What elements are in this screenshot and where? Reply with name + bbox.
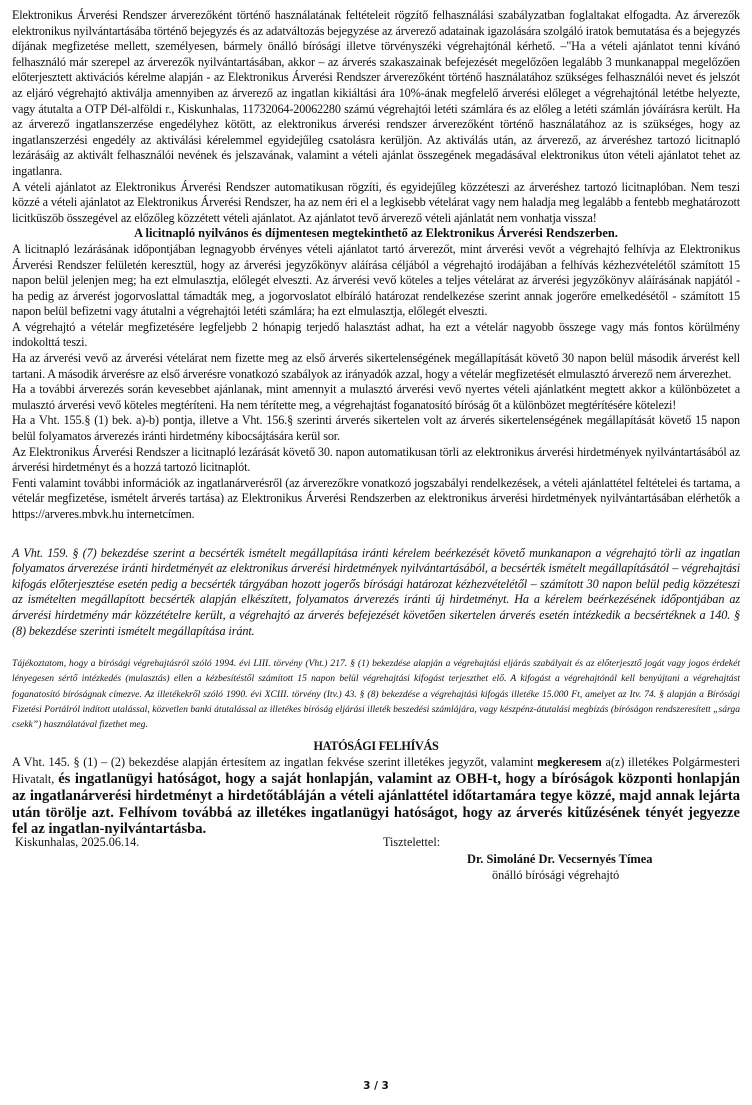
paragraph-registration: Elektronikus Árverési Rendszer árverezőként történő használatának feltételeit rögzítő felhasználási szabályzatban foglaltakat elfogadta. Az árverezők elektronikus nyilvántartásába történő bejegyzés és az adatváltozás bejegyzése az árverező adatainak igazolására szolgáló iratok bemutatása és a bejegyzés díjának megfizetése mellett, személyesen, bármely önálló bírósági illetve törvényszéki végrehajtónál kérhető. –"Ha a vételi ajánlatot tenni kívánó felhasználó már szerepel az árverezők nyilvántartásában, akkor – az árverés szakaszainak befejezését megelőzően legalább 3 munkanappal megelőzően előterjesztett aktivációs kérelme alapján - az Elektronikus Árverési Rendszer árverezőként történő használatához szükséges felhasználói nevet és jelszót az eljáró végrehajtó aktiválja amennyiben az árverező az ingatlan kikiáltási ára 10%-ának megfelelő árverési előleget a végrehajtónál letétbe helyezte, vagy átutalta a OTP Dél-alföldi r., Kiskunhalas, 11732064-20062280 számú végrehajtói letéti számlára és az előleg a letéti számlán jóváírásra került. Ha az árverező ingatlanszerzése engedélyhez kötött, az elektronikus árverési rendszer árverezőként történő használatához az is szükséges, hogy az ingatlanszerzési engedély az aktiválási kérelemmel egyidejűleg csatolásra kerüljön. Az aktiválás után, az árverező, az árveréshez tartozó licitnapló lezárásáig az aktivált felhasználói nevének és jelszavának, valamint a vételi ajánlat összegének megadásával elektronikus úton vételi ajánlatot tehet az ingatlanra. (12, 8, 740, 178)
document-page (12, 8, 740, 838)
paragraph-objection-info: Tájékoztatom, hogy a bírósági végrehajtásról szóló 1994. évi LIII. törvény (Vht.) 217. § (1) bekezdése alapján a végrehajtási eljárás szabályait és az előterjesztő jogát vagy jogos érdekét lényegesen sértő intézkedés (mulasztás) ellen a kézbesítéstől számított 15 napon belül végrehajtási kifogást terjeszthet elő. A kifogást a végrehajtónál kell benyújtani a végrehajtást foganatosító bíróságnak címezve. Az illetékekről szóló 1990. évi XCIII. törvény (Itv.) 43. § (8) bekezdése a végrehajtási kifogás illetéke 15.000 Ft, amelyet az Itv. 74. § alapján a Bírósági Fizetési Portálról indított utalással, közvetlen banki átutalással az illetékes bíróság eljárási illeték beszedési számlájára, vagy készpénz-átutalási megbízás (bíróságon rendszeresített „sárga csekk”) használatával fizethet meg. (12, 658, 740, 730)
paragraph-winning-bidder: A licitnapló lezárásának időpontjában legnagyobb érvényes vételi ajánlatot tartó árverezőt, mint árverési vevőt a végrehajtó felhívja az Elektronikus Árverési Rendszer felületén keresztül, hogy az árverési jegyzőkönyv aláírása céljából a végrehajtó irodájában a felhívás kézhezvételétől számított 15 napon belül jelenjen meg; ha ezt elmulasztja, előlegét elveszti. Az árverési vevő köteles a teljes vételárat az árverési jegyzőkönyv aláírásának napjától - ha pedig az árverést jogorvoslattal támadták meg, a jogorvoslatot elbíráló határozat rendelkezése szerint annak jogerőre emelkedésétől - számított 15 napon belül befizetni vagy átutalni a végrehajtói letéti számlára; ha ezt elmulasztja, előlegét elveszti. (12, 241, 740, 319)
paragraph-bid-recording: A vételi ajánlatot az Elektronikus Árverési Rendszer automatikusan rögzíti, és egyidejűleg közzéteszi az árveréshez tartozó licitnaplóban. Nem teszi közzé a vételi ajánlatot az Elektronikus Árverési Rendszer, ha az nem éri el a legkisebb vételárat vagy nem haladja meg legalább a fentebb meghatározott licitküszöb összegével az előzőleg közzétett vételi ajánlatot. Az ajánlatot tevő árverező vételi ajánlatát nem vonhatja vissza! (12, 179, 740, 225)
page-number: 3 / 3 (363, 1080, 389, 1092)
paragraph-payment-deferral: A végrehajtó a vételár megfizetésére legfeljebb 2 hónapig terjedő halasztást adhat, ha ezt a vételár nagyobb összege vagy más fontos körülmény indokolttá teszi. (12, 319, 740, 350)
authority-notice-heading: HATÓSÁGI FELHÍVÁS (313, 739, 439, 754)
paragraph-valuation-italic: A Vht. 159. § (7) bekezdése szerint a becsérték ismételt megállapítása iránti kérelem beérkezését követő munkanapon a végrehajtó törli az ingatlan folyamatos árverezése iránti hirdetményét az elektronikus árverési hirdetmények nyilvántartásából, a becsérték ismételt megállapításától – végrehajtási kifogás előterjesztése esetén pedig a becsérték tárgyában hozott jogerős bírósági határozat kézhezvételétől – számított 30 napon belül pedig közzéteszi az ismételten megállapított becsérték alapján elkészített, folyamatos árverezés iránti új hirdetményt. Ha a kérelem beérkezésének időpontjában az árverési hirdetmény már közzétételre került, a végrehajtó az árverés befejezését követően sikertelen árverés esetén intézkedik a becsértéknek a 140. § (8) bekezdése szerinti ismételt megállapítása iránt. (12, 545, 740, 638)
greeting: Tisztelettel: (383, 835, 441, 849)
signer-title: önálló bírósági végrehajtó (492, 868, 620, 882)
paragraph-second-auction: Ha az árverési vevő az árverési vételárat nem fizette meg az első árverés sikertelenségének megállapítását követő 30 napon belül második árverést kell tartani. A második árverésre az első árverésre vonatkozó szabályok az irányadók azzal, hogy a vételár megfizetését elmulasztó árverező nem árverezhet. (12, 351, 740, 381)
notice-bold-main: és ingatlanügyi hatóságot, hogy a saját honlapján, valamint az OBH-t, hogy a bíróságok központi honlapján az ingatlanárverési hirdetményt a hirdetőtábláján a vételi ajánlattétel időtartamára tegye közzé, majd annak lejárta után törölje azt. Felhívom továbbá az illetékes ingatlanügyi hatóságot, hogy az árverés kitűzésének tényét jegyezze fel az ingatlan-nyilvántartásba. (12, 770, 740, 838)
signer-name: Dr. Simoláné Dr. Vecsernyés Tímea (467, 852, 653, 866)
bid-log-public-notice: A licitnapló nyilvános és díjmentesen megtekinthető az Elektronikus Árverési Rendszerben. (134, 226, 618, 241)
paragraph-further-info: Fenti valamint további információk az ingatlanárverésről (az árverezőkre vonatkozó jogszabályi rendelkezések, a vételi ajánlattétel feltételei és tartama, a vételár megfizetése, ismételt árverés tartása) az Elektronikus Árverési Rendszerben az elektronikus árverési hirdetmények nyilvántartásában elérhetők a https://arveres.mbvk.hu internetcímen. (12, 475, 740, 521)
paragraph-auto-deletion: Az Elektronikus Árverési Rendszer a licitnapló lezárását követő 30. napon automatikusan törli az elektronikus árverési hirdetmények nyilvántartásából az árverési hirdetményt és a hozzá tartozó licitnaplót. (12, 444, 740, 475)
paragraph-continuous-auction: Ha a Vht. 155.§ (1) bek. a)-b) pontja, illetve a Vht. 156.§ szerinti árverés sikertelen volt az árverés sikertelenségének megállapítását követő 15 napon belül folyamatos árverezés iránti hirdetmény kibocsájtására kerül sor. (12, 413, 740, 444)
notice-bold-request: megkeresem (537, 755, 602, 770)
notice-text-2: a(z) illetékes Polgármesteri Hivatalt, (12, 755, 740, 786)
paragraph-difference-refund: Ha a további árverezés során kevesebbet ajánlanak, mint amennyit a mulasztó árverési vevő nyertes vételi ajánlatként megtett akkor a különbözetet a mulasztó árverési vevő köteles megtéríteni. Ha nem térítette meg, a végrehajtást foganatosító bíróság őt a különbözet megtérítésére kötelezi! (12, 382, 740, 412)
notice-text-1: A Vht. 145. § (1) – (2) bekezdése alapján értesítem az ingatlan fekvése szerint illetékes jegyzőt, valamint (12, 755, 538, 770)
place-date: Kiskunhalas, 2025.06.14. (15, 835, 140, 849)
authority-notice-paragraph (12, 754, 740, 838)
